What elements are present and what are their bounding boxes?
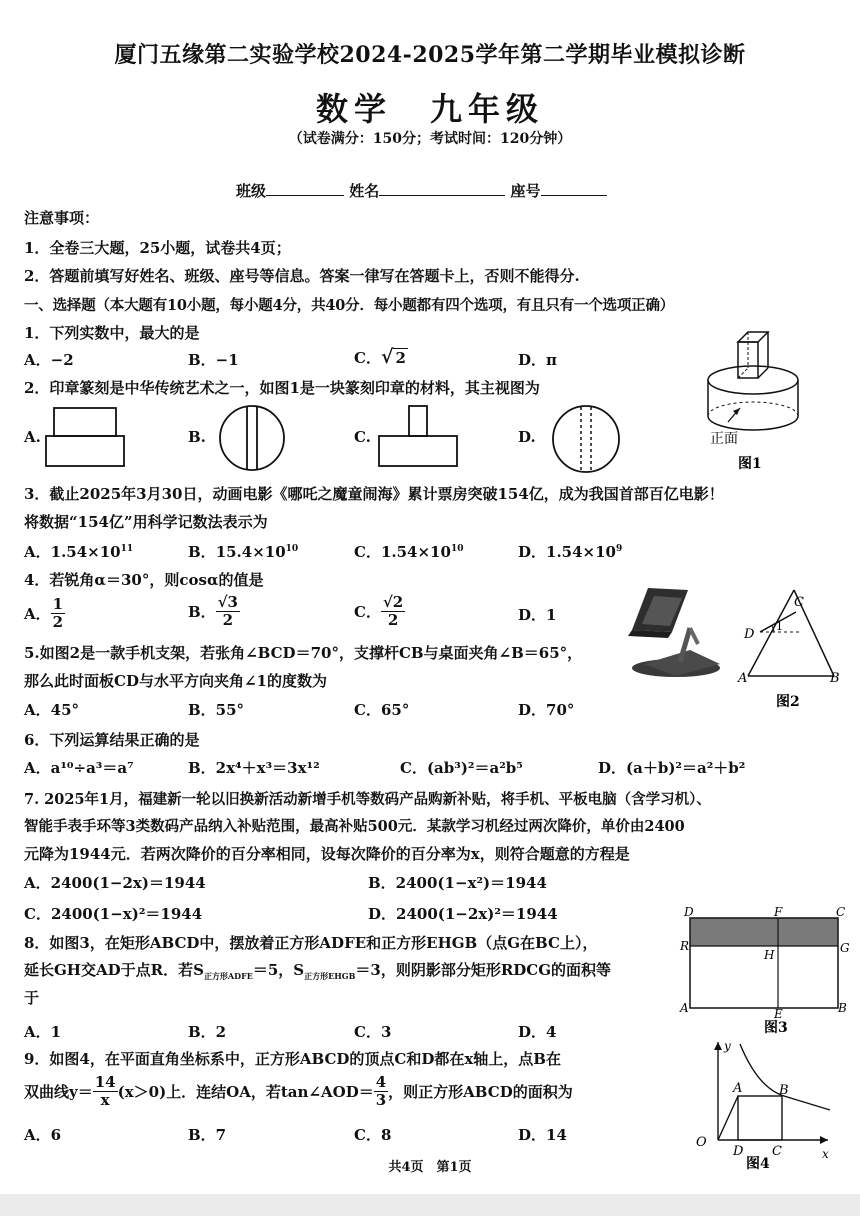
q9-option-a: A．6 (24, 1126, 62, 1144)
q8-stem-line-2: 延长GH交AD于点R．若$S_{正方形ADFE}=5$，$S_{正方形EHGB}=3$，则阴影部分矩形RDCG的面积等 (24, 961, 612, 981)
phone-stand-image (624, 584, 726, 680)
sqrt-icon: √ (380, 346, 394, 368)
fig4-label-o: O (696, 1135, 707, 1150)
seat-label: 座号 (510, 182, 541, 200)
note-item-1: 1．全卷三大题，25小题，试卷共4页； (24, 239, 291, 257)
q5-option-c: C．65° (354, 701, 410, 719)
figure-1-seal (700, 330, 810, 480)
q1-option-a: A．−2 (24, 351, 74, 369)
figure-3-caption: 图3 (764, 1020, 788, 1036)
fig4-label-d: D (733, 1144, 744, 1159)
q8-option-b: B．2 (188, 1023, 227, 1041)
q7-stem-line-1: 7. 2025年1月，福建新一轮以旧换新活动新增手机等数码产品购新补贴，将手机、平板电脑（含学习机）、 (24, 791, 711, 808)
fig2-label-b: B (830, 671, 840, 686)
q2-option-b: B. (188, 428, 206, 446)
name-blank (379, 181, 505, 196)
fig3-label-e: E (774, 1007, 783, 1021)
class-label: 班级 (236, 182, 267, 200)
q1-option-c (354, 346, 408, 368)
q7-option-c: C．2400(1−x)²＝1944 (24, 905, 203, 923)
section-heading: 一、选择题（本大题有10小题，每小题4分，共40分．每小题都有四个选项，有且只有一个选项正确） (24, 297, 675, 314)
q6-option-a: A．a¹⁰÷a³＝a⁷ (24, 759, 134, 777)
subject-title: 数学 九年级 (315, 90, 544, 128)
q3-stem-line-2: 将数据“154亿”用科学记数法表示为 (24, 513, 268, 531)
q2-option-b-shape (210, 404, 296, 472)
q6-stem: 6．下列运算结果正确的是 (24, 731, 200, 749)
q3-option-a: A．$1.54\times 10^{11}$ (24, 543, 134, 561)
q7-stem-line-3: 元降为1944元．若两次降价的百分率相同，设每次降价的百分率为x，则符合题意的方程是 (24, 845, 630, 863)
fig3-label-c: C (836, 905, 846, 919)
fig3-label-b: B (838, 1001, 847, 1015)
figure-2-caption: 图2 (776, 694, 800, 710)
q1-option-c-label: C． (354, 349, 381, 367)
fig3-label-f: F (774, 905, 783, 919)
q9-stem-line-2: 双曲线y＝ $\frac{14}{x}$ (x＞0)上．连结OA，若tan∠AOD＝ $\frac{4}{3}$ ，则正方形ABCD的面积为 (24, 1073, 573, 1109)
school-exam-title: 厦门五缘第二实验学校2024-2025学年第二学期毕业模拟诊断 (114, 42, 746, 68)
q2-option-c: C. (354, 428, 371, 446)
q5-stem-line-2: 那么此时面板CD与水平方向夹角∠1的度数为 (24, 672, 327, 690)
q9-option-d: D．14 (518, 1126, 567, 1144)
q1-option-c-radicand: 2 (395, 349, 406, 367)
fig2-label-d: D (744, 627, 755, 642)
figure-2-diagram (738, 584, 848, 714)
q1-option-b: B．−1 (188, 351, 239, 369)
figure-4-caption: 图4 (746, 1156, 770, 1172)
q4-option-b: B． $\frac{√3}{2}$ (188, 593, 238, 629)
note-item-2: 2．答题前填写好姓名、班级、座号等信息。答案一律写在答题卡上，否则不能得分. (24, 267, 580, 285)
q7-stem-line-2: 智能手表手环等3类数码产品纳入补贴范围，最高补贴500元．某款学习机经过两次降价，单价由2400 (24, 818, 685, 835)
name-label: 姓名 (349, 182, 380, 200)
fig3-label-g: G (840, 941, 850, 955)
fig3-label-a: A (680, 1001, 689, 1015)
figure-1-caption: 图1 (738, 456, 762, 472)
q3-option-c: C．$1.54\times 10^{10}$ (354, 543, 464, 561)
bottom-margin-bar (0, 1194, 860, 1216)
q6-option-d: D．(a＋b)²＝a²＋b² (598, 759, 746, 777)
q6-option-b: B．2x⁴＋x³＝3x¹² (188, 759, 320, 777)
q3-option-d: D．$1.54\times 10^9$ (518, 543, 623, 561)
q4-option-d: D．1 (518, 606, 557, 624)
q8-option-d: D．4 (518, 1023, 557, 1041)
q8-option-a: A．1 (24, 1023, 62, 1041)
fig4-label-x: x (822, 1147, 829, 1161)
q6-option-c: C．(ab³)²＝a²b⁵ (400, 759, 523, 777)
fig3-label-d: D (684, 905, 694, 919)
page-footer: 共4页 第1页 (388, 1160, 472, 1175)
q4-option-a: A． $\frac{1}{2}$ (24, 595, 64, 631)
figure-3-diagram (678, 904, 850, 1040)
q8-option-c: C．3 (354, 1023, 392, 1041)
student-info-fields (236, 180, 607, 201)
seat-blank (541, 181, 607, 196)
q1-option-d: D．π (518, 351, 557, 369)
q9-option-b: B．7 (188, 1126, 227, 1144)
class-blank (266, 181, 344, 196)
q5-option-d: D．70° (518, 701, 575, 719)
q7-option-d: D．2400(1−2x)²＝1944 (368, 905, 558, 923)
q1-stem: 1．下列实数中，最大的是 (24, 324, 200, 342)
fig3-label-h: H (764, 948, 775, 962)
q2-option-d-shape (544, 404, 630, 474)
fig4-label-y: y (724, 1039, 731, 1053)
fig2-label-angle-1: 1 (776, 620, 783, 633)
fig4-label-b: B (779, 1083, 789, 1098)
q2-option-a-shape (44, 406, 126, 468)
q3-option-b: B．$15.4\times 10^{10}$ (188, 543, 299, 561)
q8-stem-line-3: 于 (24, 989, 40, 1007)
q9-option-c: C．8 (354, 1126, 392, 1144)
fig4-label-a: A (733, 1081, 743, 1096)
fig4-label-c: C (772, 1144, 782, 1159)
q2-stem: 2．印章篆刻是中华传统艺术之一，如图1是一块篆刻印章的材料，其主视图为 (24, 379, 540, 397)
fig2-label-a: A (738, 671, 748, 686)
q9-stem-line-1: 9．如图4，在平面直角坐标系中，正方形ABCD的顶点C和D都在x轴上，点B在 (24, 1050, 561, 1068)
q5-stem-line-1: 5.如图2是一款手机支架，若张角∠BCD＝70°，支撑杆CB与桌面夹角∠B＝65°， (24, 644, 583, 662)
fig2-label-c: C (794, 595, 804, 610)
q8-stem-line-1: 8．如图3，在矩形ABCD中，摆放着正方形ADFE和正方形EHGB（点G在BC上）， (24, 934, 598, 952)
q4-stem: 4．若锐角α＝30°，则cosα的值是 (24, 571, 264, 589)
q5-option-b: B．55° (188, 701, 245, 719)
q2-option-a: A. (24, 428, 41, 446)
q2-option-d: D. (518, 428, 536, 446)
q7-option-a: A．2400(1−2x)＝1944 (24, 874, 206, 892)
figure-4-diagram (688, 1038, 838, 1172)
fig3-label-r: R (680, 939, 690, 953)
q7-option-b: B．2400(1−x²)＝1944 (368, 874, 547, 892)
q2-option-c-shape (376, 404, 462, 468)
q5-option-a: A．45° (24, 701, 80, 719)
q4-option-c: C． $\frac{√2}{2}$ (354, 593, 404, 629)
figure-1-front-label: 正面 (710, 431, 738, 447)
exam-info: （试卷满分：150分；考试时间：120分钟） (288, 131, 572, 147)
q3-stem-line-1: 3．截止2025年3月30日，动画电影《哪吒之魔童闹海》累计票房突破154亿，成为我国首部百亿电影！ (24, 485, 724, 503)
notes-heading: 注意事项： (24, 209, 100, 227)
